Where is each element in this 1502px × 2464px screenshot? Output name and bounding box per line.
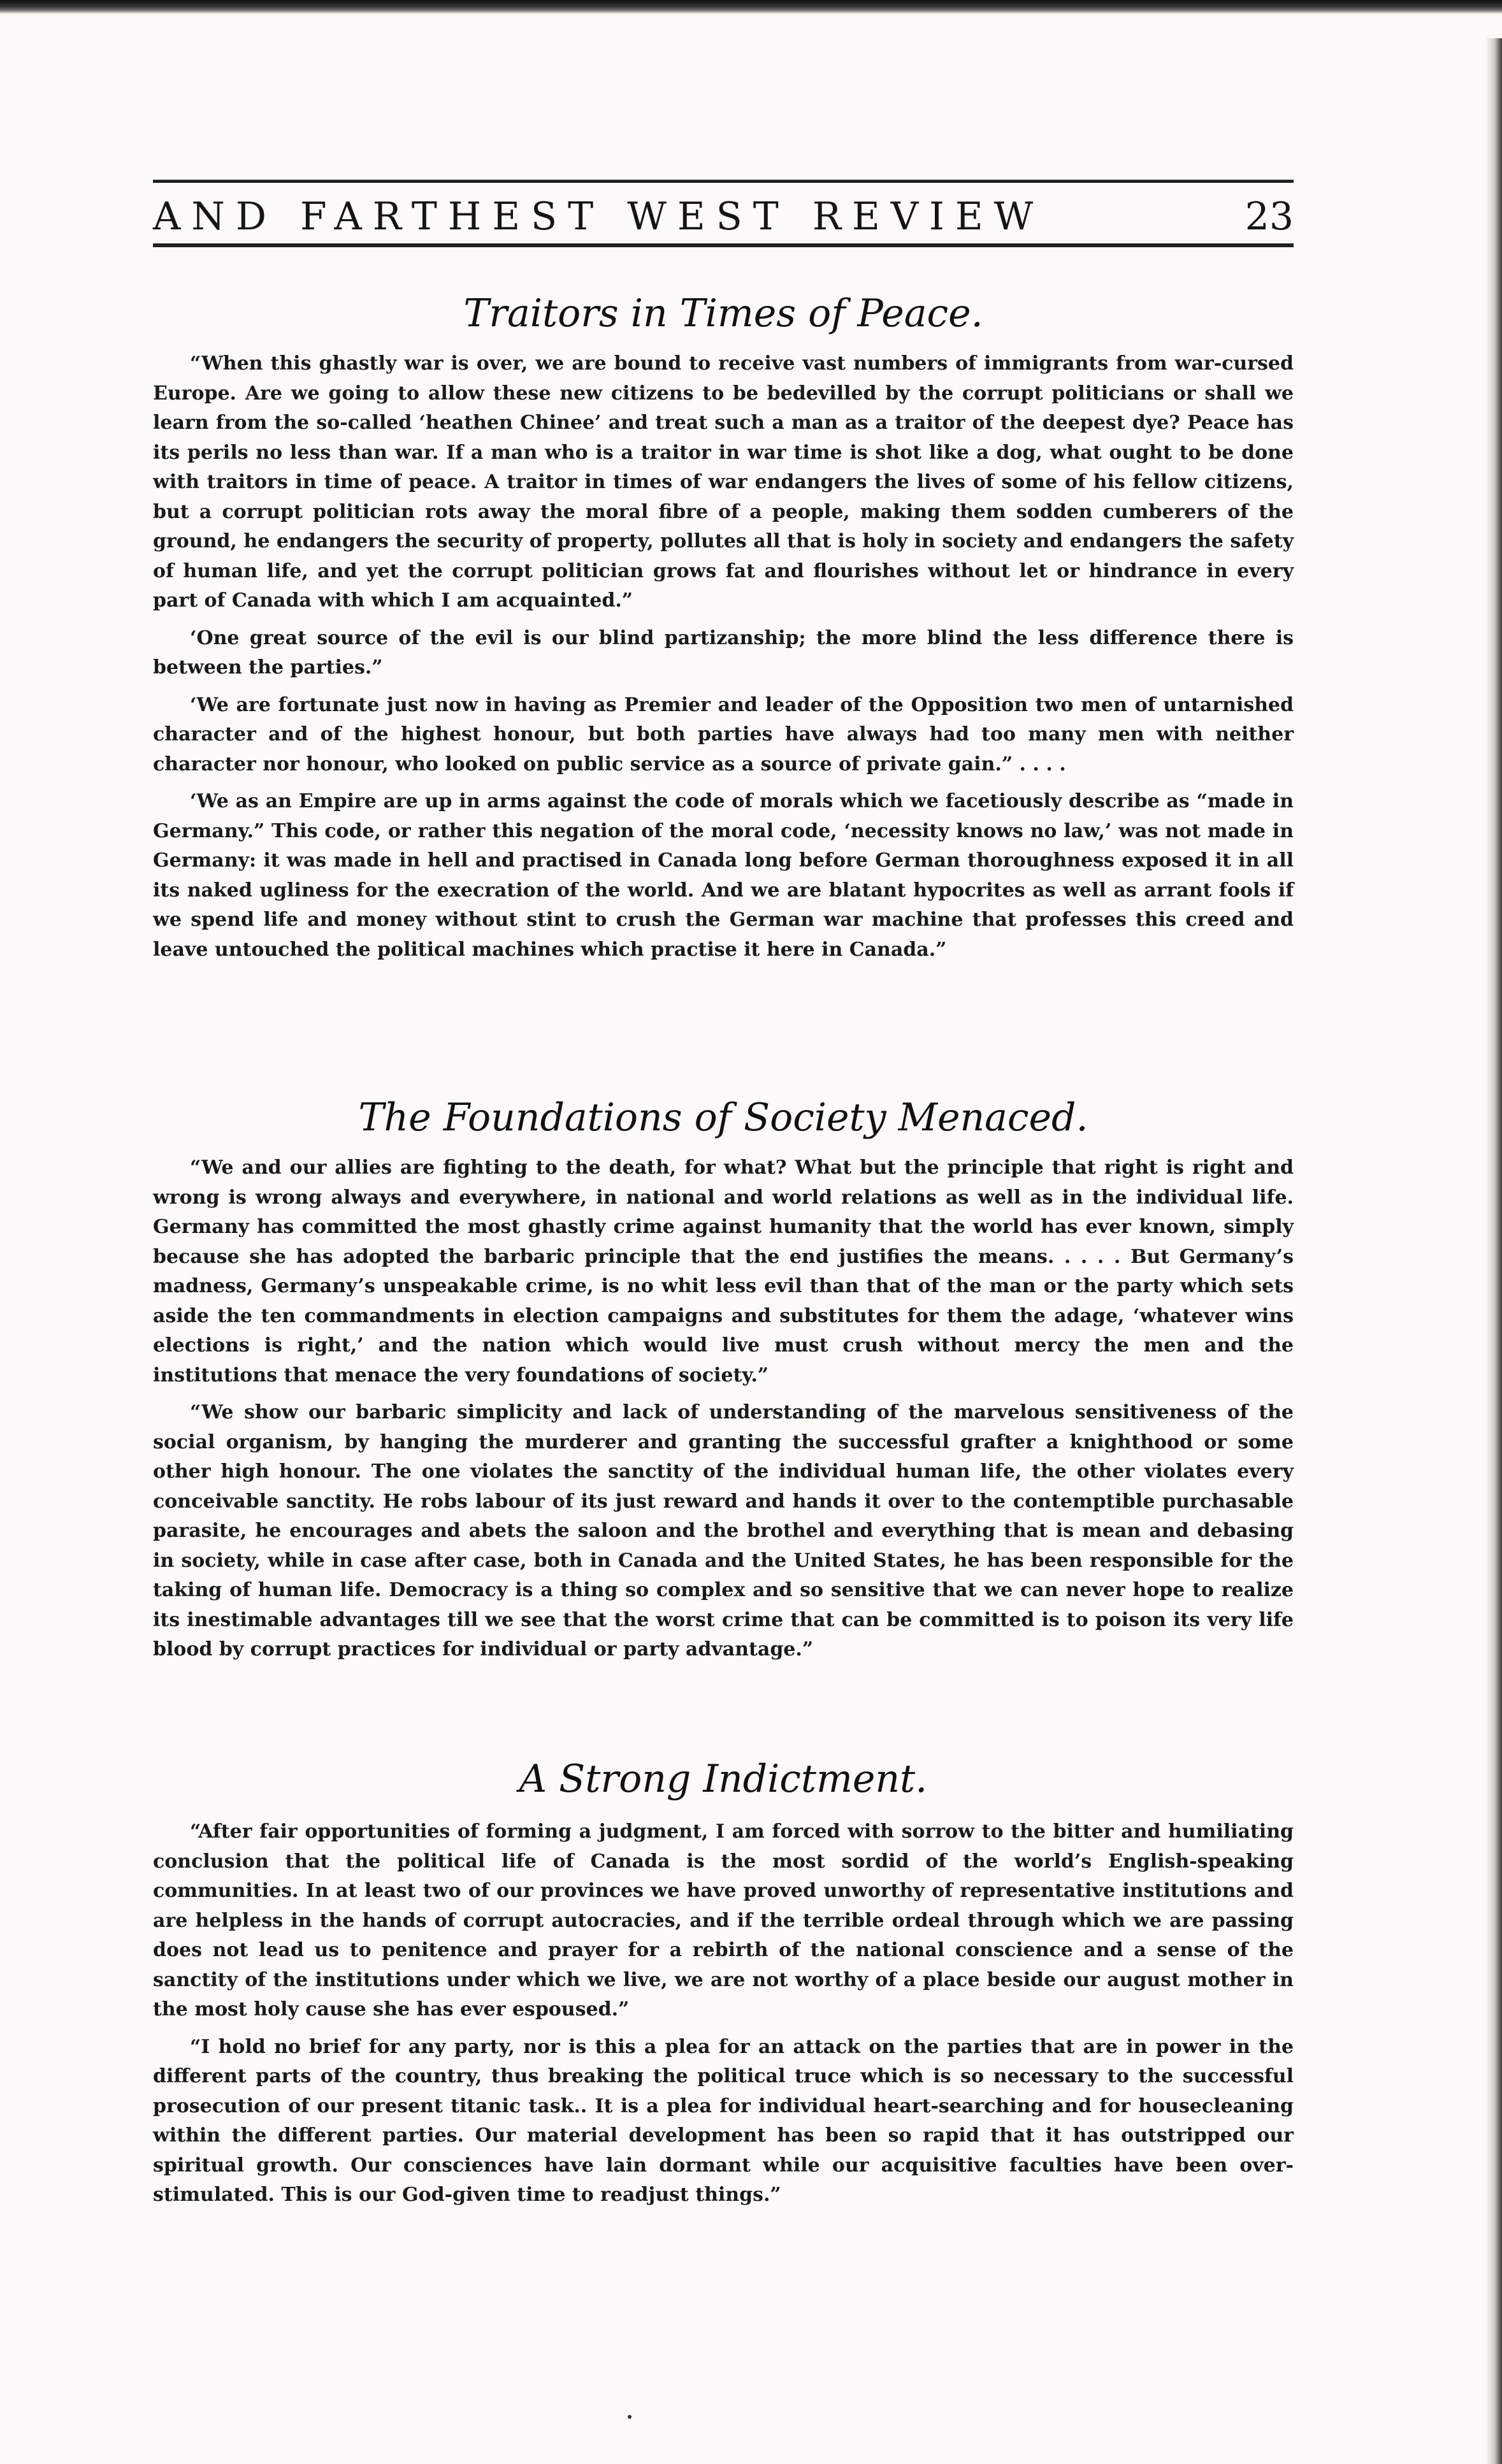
paragraph: “I hold no brief for any party, nor is this a plea for an attack on the parties that are in power in the different parts of the country, thus breaking the political truce which is so necessary to the successful prosecution of our present titanic task.. It is a plea for individual heart-searching and for housecleaning within the different parties. Our material development has been so rapid that it has outstripped our spiritual growth. Our consciences have lain dormant while our acquisitive faculties have been over-stimulated. This is our God-given time to readjust things.”	[153, 2035, 1294, 2206]
running-head	[153, 191, 1294, 242]
section-title-traitors: Traitors in Times of Peace.	[463, 291, 983, 336]
page-number: 23	[1245, 194, 1294, 239]
section-body-foundations	[153, 1153, 1294, 1665]
page-binding-edge	[1485, 38, 1502, 2464]
paragraph: ‘We are fortunate just now in having as Premier and leader of the Opposition two men of untarnished character and of the highest honour, but both parties have always had too many men with neither character nor honour, who looked on public service as a source of private gain.” . . . .	[153, 693, 1294, 775]
paragraph: “When this ghastly war is over, we are bound to receive vast numbers of immigrants from war-cursed Europe. Are we going to allow these new citizens to be bedevilled by the corrupt politicians or shall we learn from the so-called ‘heathen Chinee’ and treat such a man as a traitor of the deepest dye? Peace has its perils no less than war. If a man who is a traitor in war time is shot like a dog, what ought to be done with traitors in time of peace. A traitor in times of war endangers the lives of some of his fellow citizens, but a corrupt politician rots away the moral fibre of a people, making them sodden cumberers of the ground, he endangers the security of property, pollutes all that is holy in society and endangers the safety of human life, and yet the corrupt politician grows fat and flourishes without let or hindrance in every part of Canada with which I am acquainted.”	[153, 352, 1294, 612]
paragraph: ‘We as an Empire are up in arms against the code of morals which we facetiously describe as “made in Germany.” This code, or rather this negation of the moral code, ‘necessity knows no law,’ was not made in Germany: it was made in hell and practised in Canada long before German thoroughness exposed it in all its naked ugliness for the execration of the world. And we are blatant hypocrites as well as arrant fools if we spend life and money without stint to crush the German war machine that professes this creed and leave untouched the political machines which practise it here in Canada.”	[153, 790, 1294, 961]
page-speck	[628, 2415, 632, 2419]
header-rule-top	[153, 180, 1294, 183]
section-body-indictment	[153, 1817, 1294, 2210]
running-head-title: AND FARTHEST WEST REVIEW	[153, 194, 1044, 239]
paragraph: “After fair opportunities of forming a judgment, I am forced with sorrow to the bitter and humiliating conclusion that the political life of Canada is the most sordid of the world’s English-speaking communities. In at least two of our provinces we have proved unworthy of representative institutions and are helpless in the hands of corrupt autocracies, and if the terrible ordeal through which we are passing does not lead us to penitence and prayer for a rebirth of the national conscience and a sense of the sanctity of the institutions under which we live, we are not worthy of a place beside our august mother in the most holy cause she has ever espoused.”	[153, 1820, 1294, 2021]
paragraph: ‘One great source of the evil is our blind partizanship; the more blind the less difference there is between the parties.”	[153, 626, 1294, 679]
section-title-foundations: The Foundations of Society Menaced.	[358, 1095, 1088, 1140]
page-top-shadow	[0, 0, 1502, 14]
paragraph: “We and our allies are fighting to the death, for what? What but the principle that right is right and wrong is wrong always and everywhere, in national and world relations as well as in the individual life. Germany has committed the most ghastly crime against humanity that the world has ever known, simply because she has adopted the barbaric principle that the end justifies the means. . . . . But Germany’s madness, Germany’s unspeakable crime, is no whit less evil than that of the man or the party which sets aside the ten commandments in election campaigns and substitutes for them the adage, ‘whatever wins elections is right,’ and the nation which would live must crush without mercy the men and the institutions that menace the very foundations of society.”	[153, 1156, 1294, 1387]
section-title-indictment: A Strong Indictment.	[519, 1757, 928, 1801]
section-body-traitors	[153, 349, 1294, 965]
paragraph: “We show our barbaric simplicity and lack of understanding of the marvelous sensitiveness of the social organism, by hanging the murderer and granting the successful grafter a knighthood or some other high honour. The one violates the sanctity of the individual human life, the other violates every conceivable sanctity. He robs labour of its just reward and hands it over to the contemptible purchasable parasite, he encourages and abets the saloon and the brothel and everything that is mean and debasing in society, while in case after case, both in Canada and the United States, he has been responsible for the taking of human life. Democracy is a thing so complex and so sensitive that we can never hope to realize its inestimable advantages till we see that the worst crime that can be committed is to poison its very life blood by corrupt practices for individual or party advantage.”	[153, 1401, 1294, 1661]
header-rule-bottom	[153, 243, 1294, 247]
